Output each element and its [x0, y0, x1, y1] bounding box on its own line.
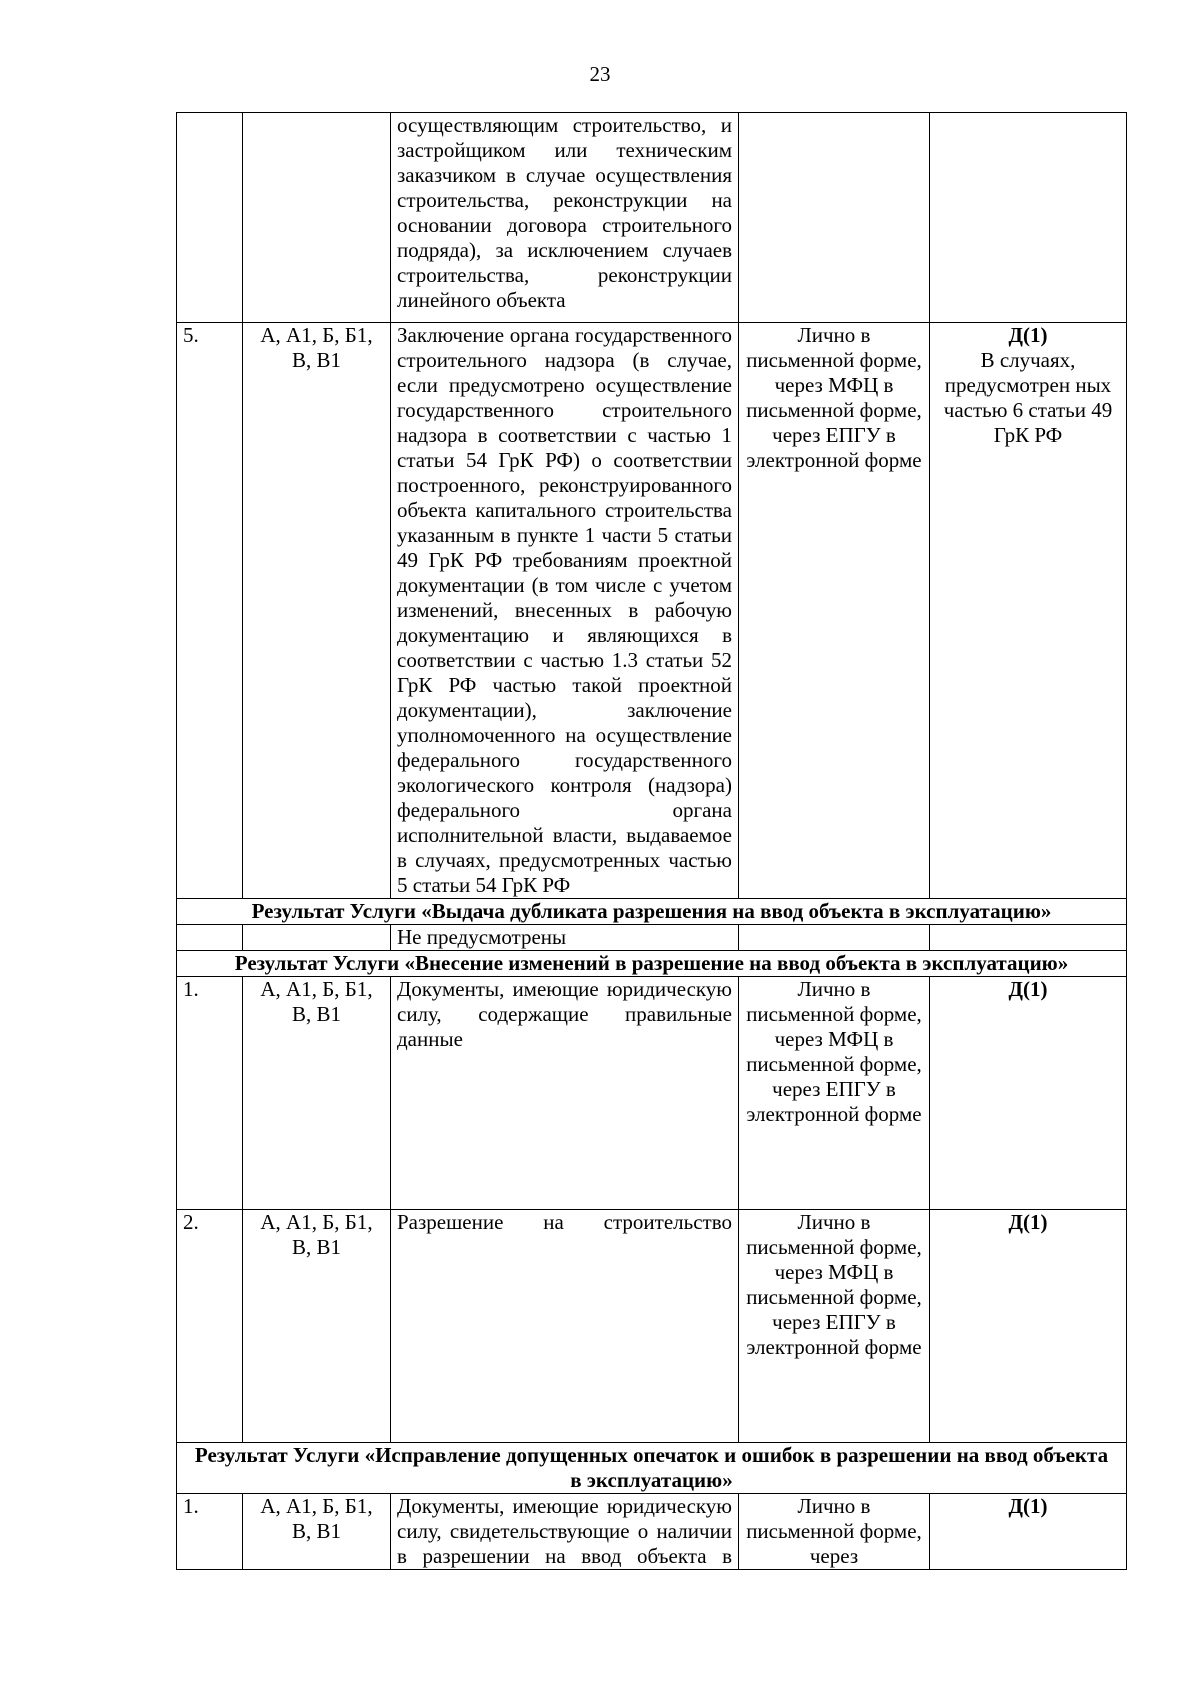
section-header: Результат Услуги «Выдача дубликата разрешения на ввод объекта в эксплуатацию»	[177, 899, 1127, 925]
not-provided-cell: Не предусмотрены	[391, 925, 739, 951]
applicant-category-cell: А, А1, Б, Б1, В, В1	[243, 323, 391, 899]
description-last-line: линейного объекта	[397, 288, 566, 312]
table-row	[177, 925, 1127, 951]
applicant-category-cell: А, А1, Б, Б1, В, В1	[243, 1210, 391, 1443]
description-text: Документы, имеющие юридическую силу, содержащие правильные	[397, 977, 732, 1026]
term-cell: Д(1)	[930, 1210, 1127, 1443]
documents-table	[176, 112, 1127, 1570]
section-header: Результат Услуги «Внесение изменений в разрешение на ввод объекта в эксплуатацию»	[177, 951, 1127, 977]
section-header-row	[177, 899, 1127, 925]
table-row	[177, 1494, 1127, 1570]
section-header-row	[177, 951, 1127, 977]
document-description-cell	[391, 113, 739, 323]
document-description-cell	[391, 323, 739, 899]
row-number-cell	[177, 113, 243, 323]
term-cell	[930, 323, 1127, 899]
document-description-cell	[391, 977, 739, 1210]
section-header: Результат Услуги «Исправление допущенных опечаток и ошибок в разрешении на ввод объекта в эксплуатацию»	[177, 1443, 1127, 1494]
applicant-category-cell: А, А1, Б, Б1, В, В1	[243, 977, 391, 1210]
document-description-cell: Документы, имеющие юридическую силу, свидетельствующие о наличии в разрешении на ввод объекта в	[391, 1494, 739, 1570]
submission-method-cell: Лично в письменной форме, через МФЦ в письменной форме, через ЕПГУ в электронной форме	[739, 1210, 930, 1443]
document-description-cell: Разрешение на строительство	[391, 1210, 739, 1443]
term-note: В случаях, предусмотрен ных частью 6 статьи 49 ГрК РФ	[943, 348, 1113, 447]
description-text: осуществляющим строительство, и застройщиком или техническим заказчиком в случае осуществления строительства, реконструкции на основании договора строительного подряда), за исключением случаев строительства, реконструкции	[397, 113, 732, 287]
row-number-cell: 1.	[177, 977, 243, 1210]
submission-method-cell	[739, 113, 930, 323]
term-cell	[930, 113, 1127, 323]
term-cell: Д(1)	[930, 977, 1127, 1210]
row-number-cell: 5.	[177, 323, 243, 899]
term-code: Д(1)	[1008, 323, 1048, 347]
table-row	[177, 323, 1127, 899]
submission-method-cell: Лично в письменной форме, через	[739, 1494, 930, 1570]
page-number: 23	[589, 62, 611, 86]
submission-method-cell: Лично в письменной форме, через МФЦ в письменной форме, через ЕПГУ в электронной форме	[739, 323, 930, 899]
description-last-line: 5 статьи 54 ГрК РФ	[397, 873, 571, 897]
row-number-cell: 1.	[177, 1494, 243, 1570]
description-last-line: данные	[397, 1027, 463, 1051]
applicant-category-cell: А, А1, Б, Б1, В, В1	[243, 1494, 391, 1570]
table-row	[177, 1210, 1127, 1443]
section-header-row	[177, 1443, 1127, 1494]
term-cell: Д(1)	[930, 1494, 1127, 1570]
applicant-category-cell	[243, 113, 391, 323]
submission-method-cell: Лично в письменной форме, через МФЦ в письменной форме, через ЕПГУ в электронной форме	[739, 977, 930, 1210]
table-row	[177, 113, 1127, 323]
row-number-cell: 2.	[177, 1210, 243, 1443]
table-row	[177, 977, 1127, 1210]
description-text: Заключение органа государственного строительного надзора (в случае, если предусмотрено осуществление государственного строительного надзора в соответствии с частью 1 статьи 54 ГрК РФ) о соответствии построенного, реконструированного объекта капитального строительства указанным в пункте 1 части 5 статьи 49 ГрК РФ требованиям проектной документации (в том числе с учетом изменений, внесенных в рабочую документацию и являющихся в соответствии с частью 1.3 статьи 52 ГрК РФ частью такой проектной документации), заключение уполномоченного на осуществление федерального государственного экологического контроля (надзора) федерального органа исполнительной власти, выдаваемое в случаях, предусмотренных частью	[397, 323, 732, 872]
